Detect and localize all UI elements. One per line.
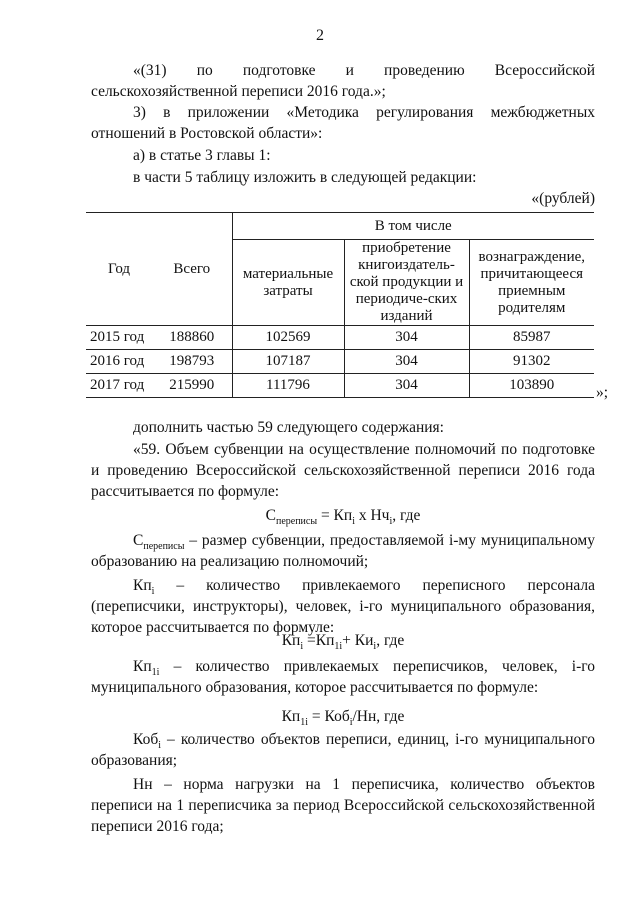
header-year: Год: [86, 213, 152, 326]
cell-year: 2017 год: [86, 374, 152, 398]
unit-label: «(рублей): [531, 190, 595, 207]
header-reward: вознаграждение, причитающееся приемным родителям: [469, 240, 594, 326]
paragraph-article-3: а) в статье 3 главы 1:: [133, 147, 271, 164]
budget-table: [86, 212, 594, 398]
formula-personnel: $Кп_i =Кп_{1i}+ Ки_i$, где: [281, 632, 405, 653]
paragraph-appendix: 3) в приложении «Методика регулирования межбюджетных отношений в Ростовской области»:: [91, 104, 595, 142]
header-books: приобретение книгоиздатель-ской продукции и периодиче-ских изданий: [344, 240, 469, 326]
cell-books: 304: [344, 326, 469, 350]
cell-books: 304: [344, 374, 469, 398]
cell-year: 2016 год: [86, 350, 152, 374]
cell-total: 215990: [152, 374, 232, 398]
cell-material: 111796: [232, 374, 344, 398]
cell-reward: 103890: [469, 374, 594, 398]
table-row: [86, 326, 594, 350]
cell-books: 304: [344, 350, 469, 374]
paragraph-part-59: дополнить частью 59 следующего содержания:: [133, 419, 444, 436]
header-material: материальные затраты: [232, 240, 344, 326]
formula-subvention: $С_{переписы} = Кп_i$ х $Нч_i$, где: [265, 507, 421, 528]
definition-enumerators: $Кп_{1i}$ – количество привлекаемых переписчиков, человек, i-го муниципального образования, которое рассчитывается по формуле:: [91, 658, 595, 696]
definition-personnel: $Кп_i$ – количество привлекаемого переписного персонала (переписчики, инструкторы), человек, i-го муниципального образования, которое рассчитывается по формуле:: [91, 577, 595, 636]
table-closing-quote: »;: [596, 384, 609, 401]
table-row: [86, 350, 594, 374]
definition-norm: Нн – норма нагрузки на 1 переписчика, количество объектов переписи на 1 переписчика за период Всероссийской сельскохозяйственной переписи 2016 года;: [91, 776, 595, 835]
cell-total: 188860: [152, 326, 232, 350]
paragraph-part-5: в части 5 таблицу изложить в следующей редакции:: [133, 169, 477, 186]
definition-objects: Коб$_i$ – количество объектов переписи, единиц, i-го муниципального образования;: [91, 731, 595, 769]
paragraph-31: «(31) по подготовке и проведению Всероссийской сельскохозяйственной переписи 2016 года.»;: [91, 62, 595, 100]
table-row: [86, 374, 594, 398]
page-number: 2: [316, 27, 324, 44]
cell-year: 2015 год: [86, 326, 152, 350]
cell-reward: 91302: [469, 350, 594, 374]
cell-material: 107187: [232, 350, 344, 374]
formula-enumerators: $Кп_{1i} = Коб_i/Нн$, где: [281, 708, 405, 729]
definition-subvention: $С_{переписы}$ – размер субвенции, предоставляемой i-му муниципальному образованию на реализацию полномочий;: [91, 532, 595, 570]
paragraph-59-text: «59. Объем субвенции на осуществление полномочий по подготовке и проведению Всероссийской сельскохозяйственной переписи 2016 года рассчитывается по формуле:: [91, 441, 595, 500]
header-total: Всего: [152, 213, 232, 326]
cell-material: 102569: [232, 326, 344, 350]
cell-total: 198793: [152, 350, 232, 374]
cell-reward: 85987: [469, 326, 594, 350]
header-group: В том числе: [232, 213, 594, 240]
